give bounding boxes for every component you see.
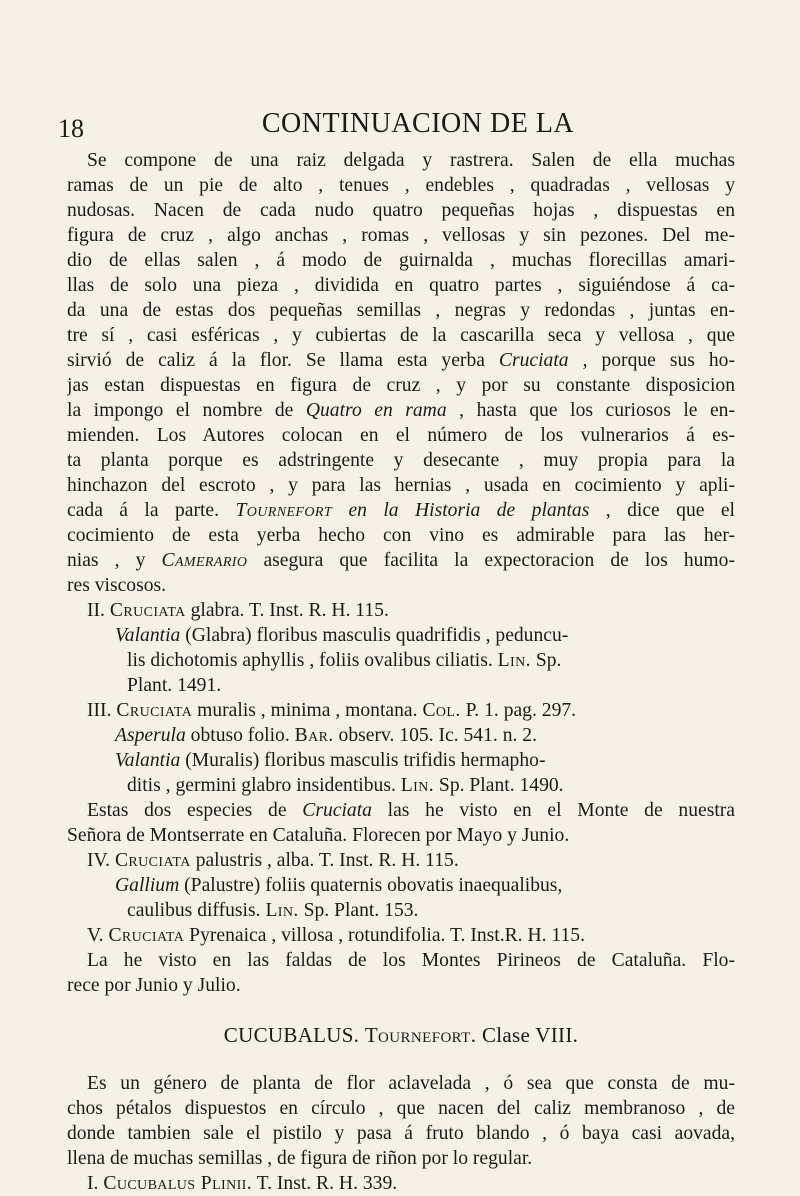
text-line: hinchazon del escroto , y para las hernias , usada en cocimiento y apli-	[67, 475, 735, 496]
author-name: Tournefort	[235, 500, 333, 521]
species-entry-line: Valantia (Muralis) floribus masculis trifidis hermapho-	[115, 750, 546, 771]
text-line: La he visto en las faldas de los Montes Pirineos de Cataluña. Flo-	[87, 950, 735, 971]
text-line: rece por Junio y Julio.	[67, 975, 241, 996]
text-line: jas estan dispuestas en figura de cruz , y por su constante disposicion	[67, 375, 735, 396]
text-line: figura de cruz , algo anchas , romas , vellosas y sin pezones. Del me-	[67, 225, 735, 246]
text-line: res viscosos.	[67, 575, 167, 596]
text-line: da una de estas dos pequeñas semillas , negras y redondas , juntas en-	[67, 300, 735, 321]
plant-name: Quatro en rama	[305, 400, 447, 421]
species-entry-line: Asperula obtuso folio. Bar. observ. 105. Ic. 541. n. 2.	[115, 725, 537, 746]
text-line: chos pétalos dispuestos en círculo , que nacen del caliz membranoso , de	[67, 1098, 735, 1119]
species-entry-line: lis dichotomis aphyllis , foliis ovalibus ciliatis. Lin. Sp.	[127, 650, 562, 671]
text-line: Es un género de planta de flor aclavelada , ó sea que consta de mu-	[87, 1073, 735, 1094]
text-line: Se compone de una raiz delgada y rastrera. Salen de ella muchas	[87, 150, 735, 171]
author-name: Camerario	[161, 550, 248, 571]
text-line: nudosas. Nacen de cada nudo quatro pequeñas hojas , dispuestas en	[67, 200, 735, 221]
text-line: donde tambien sale el pistilo y pasa á fruto blando , ó baya casi aovada,	[67, 1123, 735, 1144]
species-entry-line: caulibus diffusis. Lin. Sp. Plant. 153.	[127, 900, 419, 921]
species-entry-line: Gallium (Palustre) foliis quaternis obovatis inaequalibus,	[115, 875, 563, 896]
page-number: 18	[58, 114, 84, 143]
text-line: mienden. Los Autores colocan en el número de los vulnerarios á es-	[67, 425, 735, 446]
text-line: Estas dos especies de Cruciata las he visto en el Monte de nuestra	[87, 800, 735, 821]
section-heading: CUCUBALUS. Tournefort. Clase VIII.	[223, 1023, 579, 1047]
species-entry: II. Cruciata glabra. T. Inst. R. H. 115.	[87, 600, 389, 621]
species-entry-line: Plant. 1491.	[127, 675, 222, 696]
text-line: cocimiento de esta yerba hecho con vino es admirable para las her-	[67, 525, 735, 546]
text-line: dio de ellas salen , á modo de guirnalda , muchas florecillas amari-	[67, 250, 735, 271]
text-line: ramas de un pie de alto , tenues , endebles , quadradas , vellosas y	[67, 175, 735, 196]
text-line: nias , y Camerario asegura que facilita la expectoracion de los humo-	[67, 550, 735, 571]
species-entry: I. Cucubalus Plinii. T. Inst. R. H. 339.	[87, 1173, 398, 1194]
page-header	[58, 108, 748, 144]
text-line: llas de solo una pieza , dividida en quatro partes , siguiéndose á ca-	[67, 275, 735, 296]
species-entry-line: Valantia (Glabra) floribus masculis quadrifidis , peduncu-	[115, 625, 569, 646]
species-entry: IV. Cruciata palustris , alba. T. Inst. R. H. 115.	[87, 850, 459, 871]
text-line: tre sí , casi esféricas , y cubiertas de la cascarilla seca y vellosa , que	[67, 325, 735, 346]
species-entry-line: ditis , germini glabro insidentibus. Lin. Sp. Plant. 1490.	[127, 775, 564, 796]
running-title: CONTINUACION DE LA	[261, 108, 575, 139]
text-line: Señora de Montserrate en Cataluña. Florecen por Mayo y Junio.	[67, 825, 570, 846]
plant-name: Cruciata	[498, 350, 569, 371]
text-line: la impongo el nombre de Quatro en rama , hasta que los curiosos le en-	[67, 400, 735, 421]
work-title: en la Historia de plantas	[348, 500, 590, 521]
text-line: cada á la parte. Tournefort en la Historia de plantas , dice que el	[67, 500, 735, 521]
text-line: sirvió de caliz á la flor. Se llama esta yerba Cruciata , porque sus ho-	[67, 350, 735, 371]
text-line: llena de muchas semillas , de figura de riñon por lo regular.	[67, 1148, 533, 1169]
text-line: ta planta porque es adstringente y desecante , muy propia para la	[67, 450, 735, 471]
page-body	[67, 148, 735, 1196]
species-entry: V. Cruciata Pyrenaica , villosa , rotundifolia. T. Inst.R. H. 115.	[87, 925, 585, 946]
species-entry: III. Cruciata muralis , minima , montana. Col. P. 1. pag. 297.	[87, 700, 577, 721]
